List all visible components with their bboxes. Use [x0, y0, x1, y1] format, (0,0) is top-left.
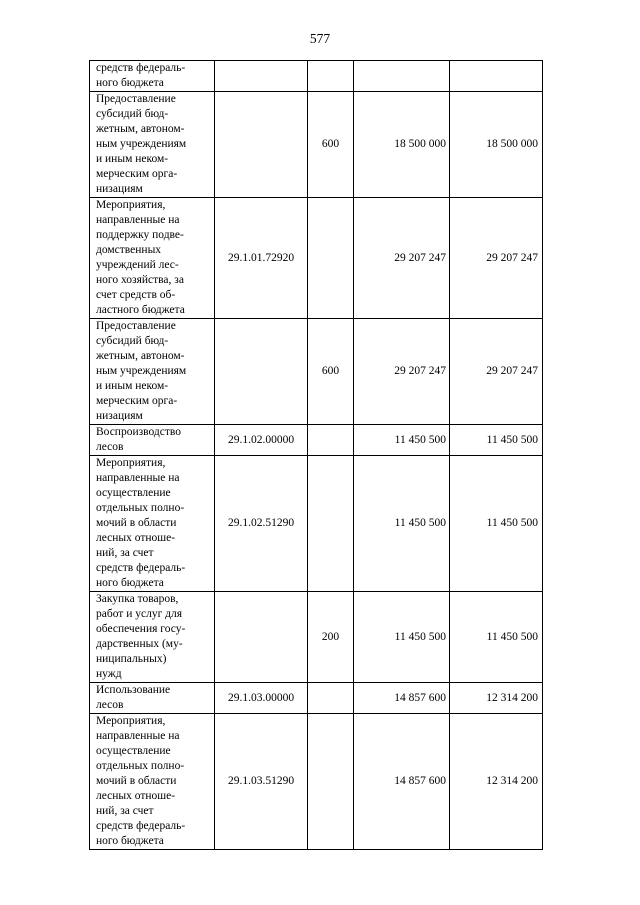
row-amount-2-text: 29 207 247 [486, 365, 538, 377]
row-amount-1-cell [354, 198, 450, 319]
row-code-cell [215, 92, 308, 198]
row-amount-1-text: 14 857 600 [394, 775, 446, 787]
table-row [90, 319, 543, 425]
row-name-text: средств федераль- ного бюджета [96, 62, 186, 89]
row-type-cell [308, 683, 354, 714]
page-number: 577 [309, 31, 331, 46]
row-code-text: 29.1.03.51290 [227, 775, 295, 787]
row-code-cell [215, 425, 308, 456]
row-name-cell [90, 198, 215, 319]
table-row [90, 683, 543, 714]
row-type-cell [308, 319, 354, 425]
row-name-cell [90, 683, 215, 714]
row-code-cell [215, 714, 308, 850]
row-code-cell [215, 683, 308, 714]
row-name-cell [90, 92, 215, 198]
row-code-cell [215, 198, 308, 319]
row-name-cell [90, 714, 215, 850]
budget-table [89, 60, 543, 850]
row-amount-2-text: 18 500 000 [486, 138, 538, 150]
row-type-cell [308, 61, 354, 92]
row-type-text: 600 [321, 365, 340, 377]
table-row [90, 61, 543, 92]
row-amount-1-cell [354, 714, 450, 850]
row-amount-1-text: 11 450 500 [394, 433, 446, 446]
row-amount-2-text: 11 450 500 [486, 630, 538, 643]
row-amount-2-text: 11 450 500 [486, 517, 538, 529]
row-amount-2-cell [450, 92, 543, 198]
table-row [90, 198, 543, 319]
row-type-cell [308, 425, 354, 456]
row-amount-2-text: 11 450 500 [486, 433, 538, 446]
row-amount-2-text: 12 314 200 [486, 775, 538, 787]
row-amount-2-cell [450, 714, 543, 850]
table-row [90, 714, 543, 850]
row-amount-2-cell [450, 198, 543, 319]
row-amount-2-cell [450, 683, 543, 714]
row-amount-2-text: 29 207 247 [486, 251, 538, 264]
table-row [90, 425, 543, 456]
row-amount-1-text: 29 207 247 [394, 251, 446, 264]
row-amount-1-cell [354, 592, 450, 683]
row-amount-1-cell [354, 92, 450, 198]
row-amount-2-cell [450, 319, 543, 425]
row-type-cell [308, 92, 354, 198]
row-amount-1-cell [354, 425, 450, 456]
row-type-text: 600 [321, 138, 340, 150]
row-type-text: 200 [321, 630, 340, 643]
row-code-text: 29.1.01.72920 [227, 251, 295, 264]
row-amount-1-cell [354, 683, 450, 714]
row-code-cell [215, 456, 308, 592]
row-code-text: 29.1.02.00000 [227, 433, 295, 446]
row-amount-1-cell [354, 456, 450, 592]
row-code-text: 29.1.02.51290 [227, 517, 295, 529]
table-row [90, 456, 543, 592]
row-code-text: 29.1.03.00000 [227, 691, 295, 704]
row-name-text: Предоставление субсидий бюд- жетным, автоном- ным учреждениям и иным неком- мерческим орга- низациям [96, 320, 187, 422]
table-row [90, 92, 543, 198]
row-amount-2-text: 12 314 200 [486, 691, 538, 704]
row-type-cell [308, 456, 354, 592]
row-name-cell [90, 456, 215, 592]
row-amount-1-cell [354, 61, 450, 92]
row-name-text: Мероприятия, направленные на осуществление отдельных полно- мочий в области лесных отноше- ний, за счет средств федераль- ного бюджета [96, 715, 186, 847]
row-amount-1-text: 29 207 247 [394, 365, 446, 377]
row-amount-2-cell [450, 592, 543, 683]
row-type-cell [308, 198, 354, 319]
row-amount-2-cell [450, 425, 543, 456]
row-amount-2-cell [450, 456, 543, 592]
row-amount-1-cell [354, 319, 450, 425]
row-name-text: Закупка товаров, работ и услуг для обеспечения госу- дарственных (му- ниципальных) нужд [96, 593, 186, 680]
row-amount-1-text: 11 450 500 [394, 517, 446, 529]
budget-table-body [90, 61, 543, 850]
row-amount-2-cell [450, 61, 543, 92]
row-amount-1-text: 18 500 000 [394, 138, 446, 150]
row-name-cell [90, 425, 215, 456]
row-name-cell [90, 61, 215, 92]
row-code-cell [215, 592, 308, 683]
row-code-cell [215, 61, 308, 92]
row-amount-1-text: 14 857 600 [394, 691, 446, 704]
row-type-cell [308, 714, 354, 850]
row-name-cell [90, 592, 215, 683]
row-type-cell [308, 592, 354, 683]
row-code-cell [215, 319, 308, 425]
row-name-text: Воспроизводство лесов [96, 426, 182, 453]
row-name-text: Мероприятия, направленные на поддержку подве- домственных учреждений лес- ного хозяйства, за счет средств об- ластного бюджета [96, 199, 185, 316]
table-row [90, 592, 543, 683]
row-amount-1-text: 11 450 500 [394, 630, 446, 643]
row-name-text: Мероприятия, направленные на осуществление отдельных полно- мочий в области лесных отноше- ний, за счет средств федераль- ного бюджета [96, 457, 186, 589]
row-name-text: Предоставление субсидий бюд- жетным, автоном- ным учреждениям и иным неком- мерческим орга- низациям [96, 93, 187, 195]
row-name-text: Использование лесов [96, 684, 171, 711]
row-name-cell [90, 319, 215, 425]
